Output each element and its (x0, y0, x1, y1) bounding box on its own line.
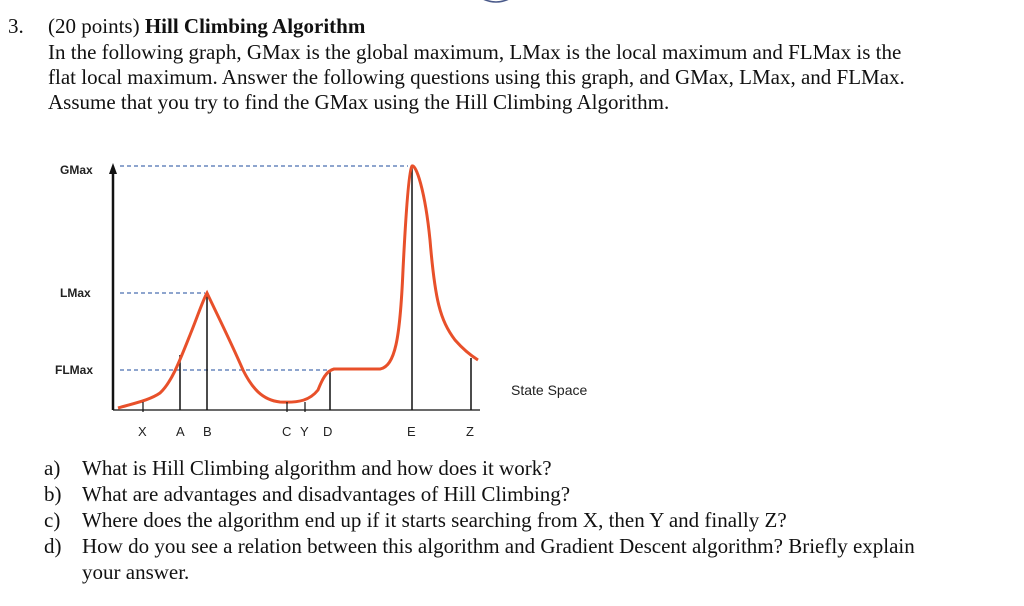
subquestion-text: Where does the algorithm end up if it starts searching from X, then Y and finally Z? (82, 508, 787, 532)
question-header (8, 14, 1008, 39)
subquestion-a (44, 455, 1004, 481)
subquestion-d (44, 533, 1004, 559)
x-point-label-x: X (138, 424, 147, 439)
question-title: Hill Climbing Algorithm (144, 14, 366, 38)
y-label-lmax: LMax (60, 286, 91, 300)
subquestion-list (44, 455, 1004, 585)
subquestion-b (44, 481, 1004, 507)
question-number: 3. (8, 14, 24, 38)
x-point-labels (138, 424, 474, 439)
x-point-label-y: Y (300, 424, 309, 439)
y-label-gmax: GMax (60, 163, 93, 177)
subquestion-d-continuation: your answer. (82, 560, 190, 584)
x-point-label-a: A (176, 424, 185, 439)
subquestion-letter: c) (44, 508, 61, 532)
x-point-label-b: B (203, 424, 212, 439)
subquestion-letter: d) (44, 534, 62, 558)
question-body (48, 40, 1008, 115)
x-point-label-c: C (282, 424, 292, 439)
question-points: (20 points) (48, 14, 145, 38)
question-line-1: In the following graph, GMax is the global maximum, LMax is the local maximum and FLMax is the (48, 40, 902, 64)
subquestion-text: What is Hill Climbing algorithm and how does it work? (82, 456, 552, 480)
y-label-flmax: FLMax (55, 363, 94, 377)
subquestion-text: How do you see a relation between this algorithm and Gradient Descent algorithm? Briefly explain (82, 534, 915, 558)
objective-curve (118, 166, 478, 408)
subquestion-c (44, 507, 1004, 533)
y-axis-arrowhead (109, 163, 117, 174)
question-line-3: Assume that you try to find the GMax using the Hill Climbing Algorithm. (48, 90, 670, 114)
x-point-label-e: E (407, 424, 416, 439)
university-seal-fragment (466, 0, 526, 6)
x-axis-label: State Space (511, 382, 588, 398)
x-point-label-z: Z (466, 424, 474, 439)
question-line-2: flat local maximum. Answer the following questions using this graph, and GMax, LMax, and FLMax. (48, 65, 905, 89)
subquestion-letter: b) (44, 482, 62, 506)
x-point-label-d: D (323, 424, 333, 439)
hill-climbing-graph (0, 150, 640, 450)
subquestion-letter: a) (44, 456, 61, 480)
subquestion-text: What are advantages and disadvantages of Hill Climbing? (82, 482, 571, 506)
